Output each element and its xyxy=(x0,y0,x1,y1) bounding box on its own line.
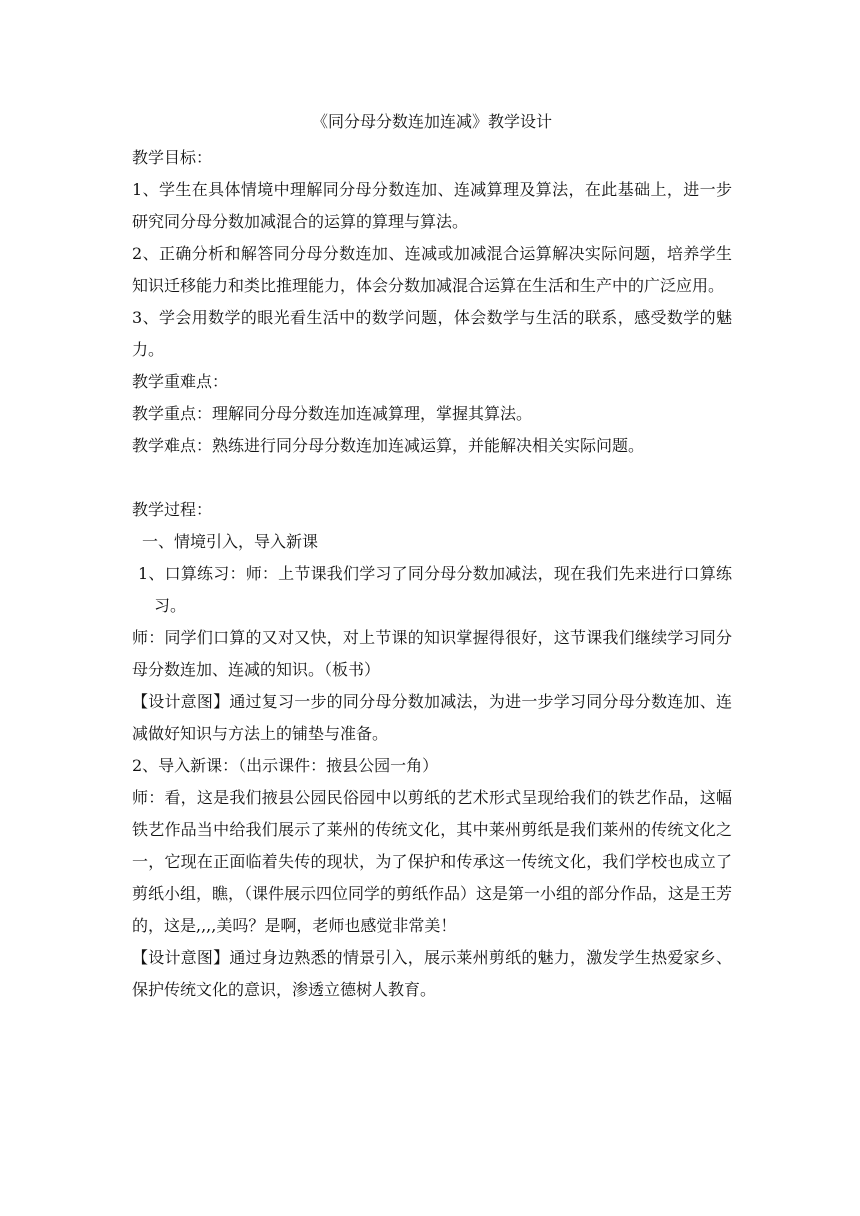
process-item-1: 1、口算练习：师：上节课我们学习了同分母分数加减法，现在我们先来进行口算练习。 xyxy=(138,564,732,615)
objective-item-1: 1、学生在具体情境中理解同分母分数连加、连减算理及算法，在此基础上，进一步研究同分母分数加减混合的运算的算理与算法。 xyxy=(132,180,732,231)
process-item-2: 2、导入新课：（出示课件：掖县公园一角） xyxy=(132,756,439,775)
section1-heading: 一、情境引入，导入新课 xyxy=(142,532,319,551)
key-points-heading: 教学重难点： xyxy=(132,372,229,391)
teacher-remark-2: 师：看，这是我们掖县公园民俗园中以剪纸的艺术形式呈现给我们的铁艺作品，这幅铁艺作品当中给我们展示了莱州的传统文化，其中莱州剪纸是我们莱州的传统文化之一，它现在正面临着失传的现状，为了保护和传承这一传统文化，我们学校也成立了剪纸小组，瞧，（课件展示四位同学的剪纸作品）这是第一小组的部分作品，这是王芳的，这是,,,,美吗？是啊，老师也感觉非常美！ xyxy=(132,788,733,935)
key-point: 教学重点：理解同分母分数连加连减算理，掌握其算法。 xyxy=(132,404,533,423)
objective-item-3: 3、学会用数学的眼光看生活中的数学问题，体会数学与生活的联系，感受数学的魅力。 xyxy=(132,308,732,359)
design-intent-1: 【设计意图】通过复习一步的同分母分数加减法，为进一步学习同分母分数连加、连减做好知识与方法上的铺垫与准备。 xyxy=(132,692,732,743)
difficult-point: 教学难点：熟练进行同分母分数连加连减运算，并能解决相关实际问题。 xyxy=(132,436,645,455)
document-page xyxy=(132,106,732,1006)
objective-item-2: 2、正确分析和解答同分母分数连加、连减或加减混合运算解决实际问题，培养学生知识迁移能力和类比推理能力，体会分数加减混合运算在生活和生产中的广泛应用。 xyxy=(132,244,732,295)
objectives-heading: 教学目标： xyxy=(132,148,213,167)
design-intent-2: 【设计意图】通过身边熟悉的情景引入，展示莱州剪纸的魅力，激发学生热爱家乡、保护传统文化的意识，渗透立德树人教育。 xyxy=(132,948,732,999)
teacher-remark-1: 师：同学们口算的又对又快，对上节课的知识掌握得很好，这节课我们继续学习同分母分数连加、连减的知识。（板书） xyxy=(132,628,732,679)
blank-line xyxy=(132,462,732,494)
process-heading: 教学过程： xyxy=(132,500,213,519)
document-title: 《同分母分数连加连减》教学设计 xyxy=(311,112,552,131)
